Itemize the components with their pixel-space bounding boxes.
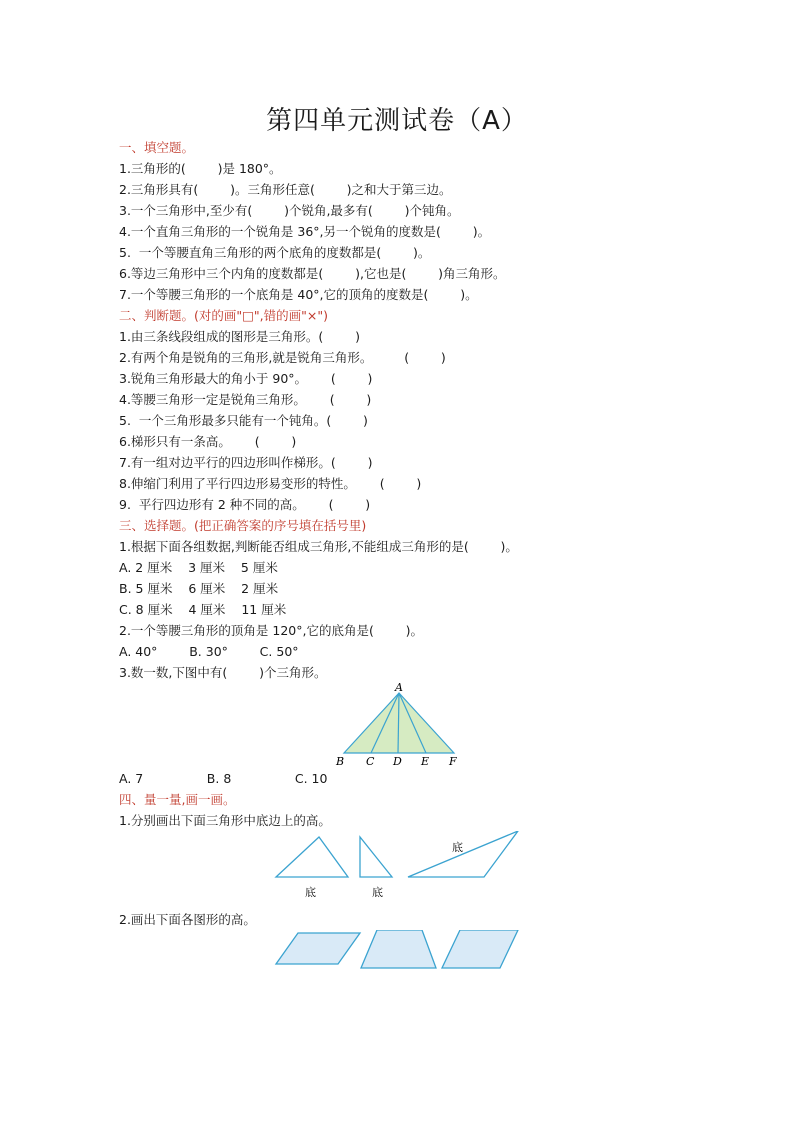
fill-blank-q3: 3.一个三角形中,至少有( )个锐角,最多有( )个钝角。	[119, 203, 460, 218]
true-false-q1: 1.由三条线段组成的图形是三角形。( )	[119, 329, 360, 344]
label-a: A	[395, 683, 403, 694]
choice-q1-option-b: B. 5 厘米 6 厘米 2 厘米	[119, 581, 279, 596]
section-choice-heading: 三、选择题。(把正确答案的序号填在括号里)	[119, 518, 367, 533]
true-false-q3: 3.锐角三角形最大的角小于 90°。 ( )	[119, 371, 373, 386]
page-title: 第四单元测试卷（A）	[266, 106, 528, 136]
section-measure-draw-heading: 四、量一量,画一画。	[119, 792, 236, 807]
fill-blank-q7: 7.一个等腰三角形的一个底角是 40°,它的顶角的度数是( )。	[119, 287, 478, 302]
fill-blank-q1: 1.三角形的( )是 180°。	[119, 161, 282, 176]
base-label-middle: 底	[372, 886, 383, 899]
base-label-obtuse: 底	[452, 841, 463, 854]
triangles-figure	[119, 831, 759, 909]
choice-q3: 3.数一数,下图中有( )个三角形。	[119, 665, 327, 680]
triangle-count-svg	[329, 683, 689, 768]
triangle-left	[276, 837, 348, 877]
triangle-count-figure	[119, 683, 759, 768]
quadrilaterals-svg	[274, 930, 674, 990]
draw-q1: 1.分别画出下面三角形中底边上的高。	[119, 813, 331, 828]
fill-blank-q6: 6.等边三角形中三个内角的度数都是( ),它也是( )角三角形。	[119, 266, 506, 281]
label-b: B	[336, 755, 345, 768]
trapezoid	[361, 930, 436, 968]
true-false-q4: 4.等腰三角形一定是锐角三角形。 ( )	[119, 392, 372, 407]
quadrilaterals-figure	[119, 930, 759, 990]
parallelogram-left	[276, 933, 360, 964]
choice-q3-options: A. 7 B. 8 C. 10	[119, 771, 328, 786]
true-false-q5: 5. 一个三角形最多只能有一个钝角。( )	[119, 413, 368, 428]
choice-q1: 1.根据下面各组数据,判断能否组成三角形,不能组成三角形的是( )。	[119, 539, 518, 554]
choice-q2: 2.一个等腰三角形的顶角是 120°,它的底角是( )。	[119, 623, 424, 638]
draw-q2: 2.画出下面各图形的高。	[119, 912, 256, 927]
label-d: D	[393, 755, 402, 768]
label-e: E	[421, 755, 430, 768]
true-false-q9: 9. 平行四边形有 2 种不同的高。 ( )	[119, 497, 371, 512]
choice-q2-options: A. 40° B. 30° C. 50°	[119, 644, 299, 659]
triangles-svg	[274, 831, 674, 909]
section-fill-blank-heading: 一、填空题。	[119, 140, 195, 155]
choice-q1-option-c: C. 8 厘米 4 厘米 11 厘米	[119, 602, 287, 617]
worksheet-content	[119, 137, 759, 990]
true-false-q7: 7.有一组对边平行的四边形叫作梯形。( )	[119, 455, 373, 470]
parallelogram-right	[442, 930, 518, 968]
fill-blank-q4: 4.一个直角三角形的一个锐角是 36°,另一个锐角的度数是( )。	[119, 224, 491, 239]
triangle-right-angle	[360, 837, 392, 877]
base-label-left: 底	[305, 886, 316, 899]
true-false-q6: 6.梯形只有一条高。 ( )	[119, 434, 297, 449]
true-false-q2: 2.有两个角是锐角的三角形,就是锐角三角形。 ( )	[119, 350, 446, 365]
fill-blank-q2: 2.三角形具有( )。三角形任意( )之和大于第三边。	[119, 182, 452, 197]
triangle-obtuse	[408, 831, 518, 877]
label-c: C	[366, 755, 375, 768]
section-true-false-heading: 二、判断题。(对的画"□",错的画"×")	[119, 308, 329, 323]
choice-q1-option-a: A. 2 厘米 3 厘米 5 厘米	[119, 560, 278, 575]
fill-blank-q5: 5. 一个等腰直角三角形的两个底角的度数都是( )。	[119, 245, 431, 260]
label-f: F	[449, 755, 457, 768]
true-false-q8: 8.伸缩门利用了平行四边形易变形的特性。 ( )	[119, 476, 422, 491]
